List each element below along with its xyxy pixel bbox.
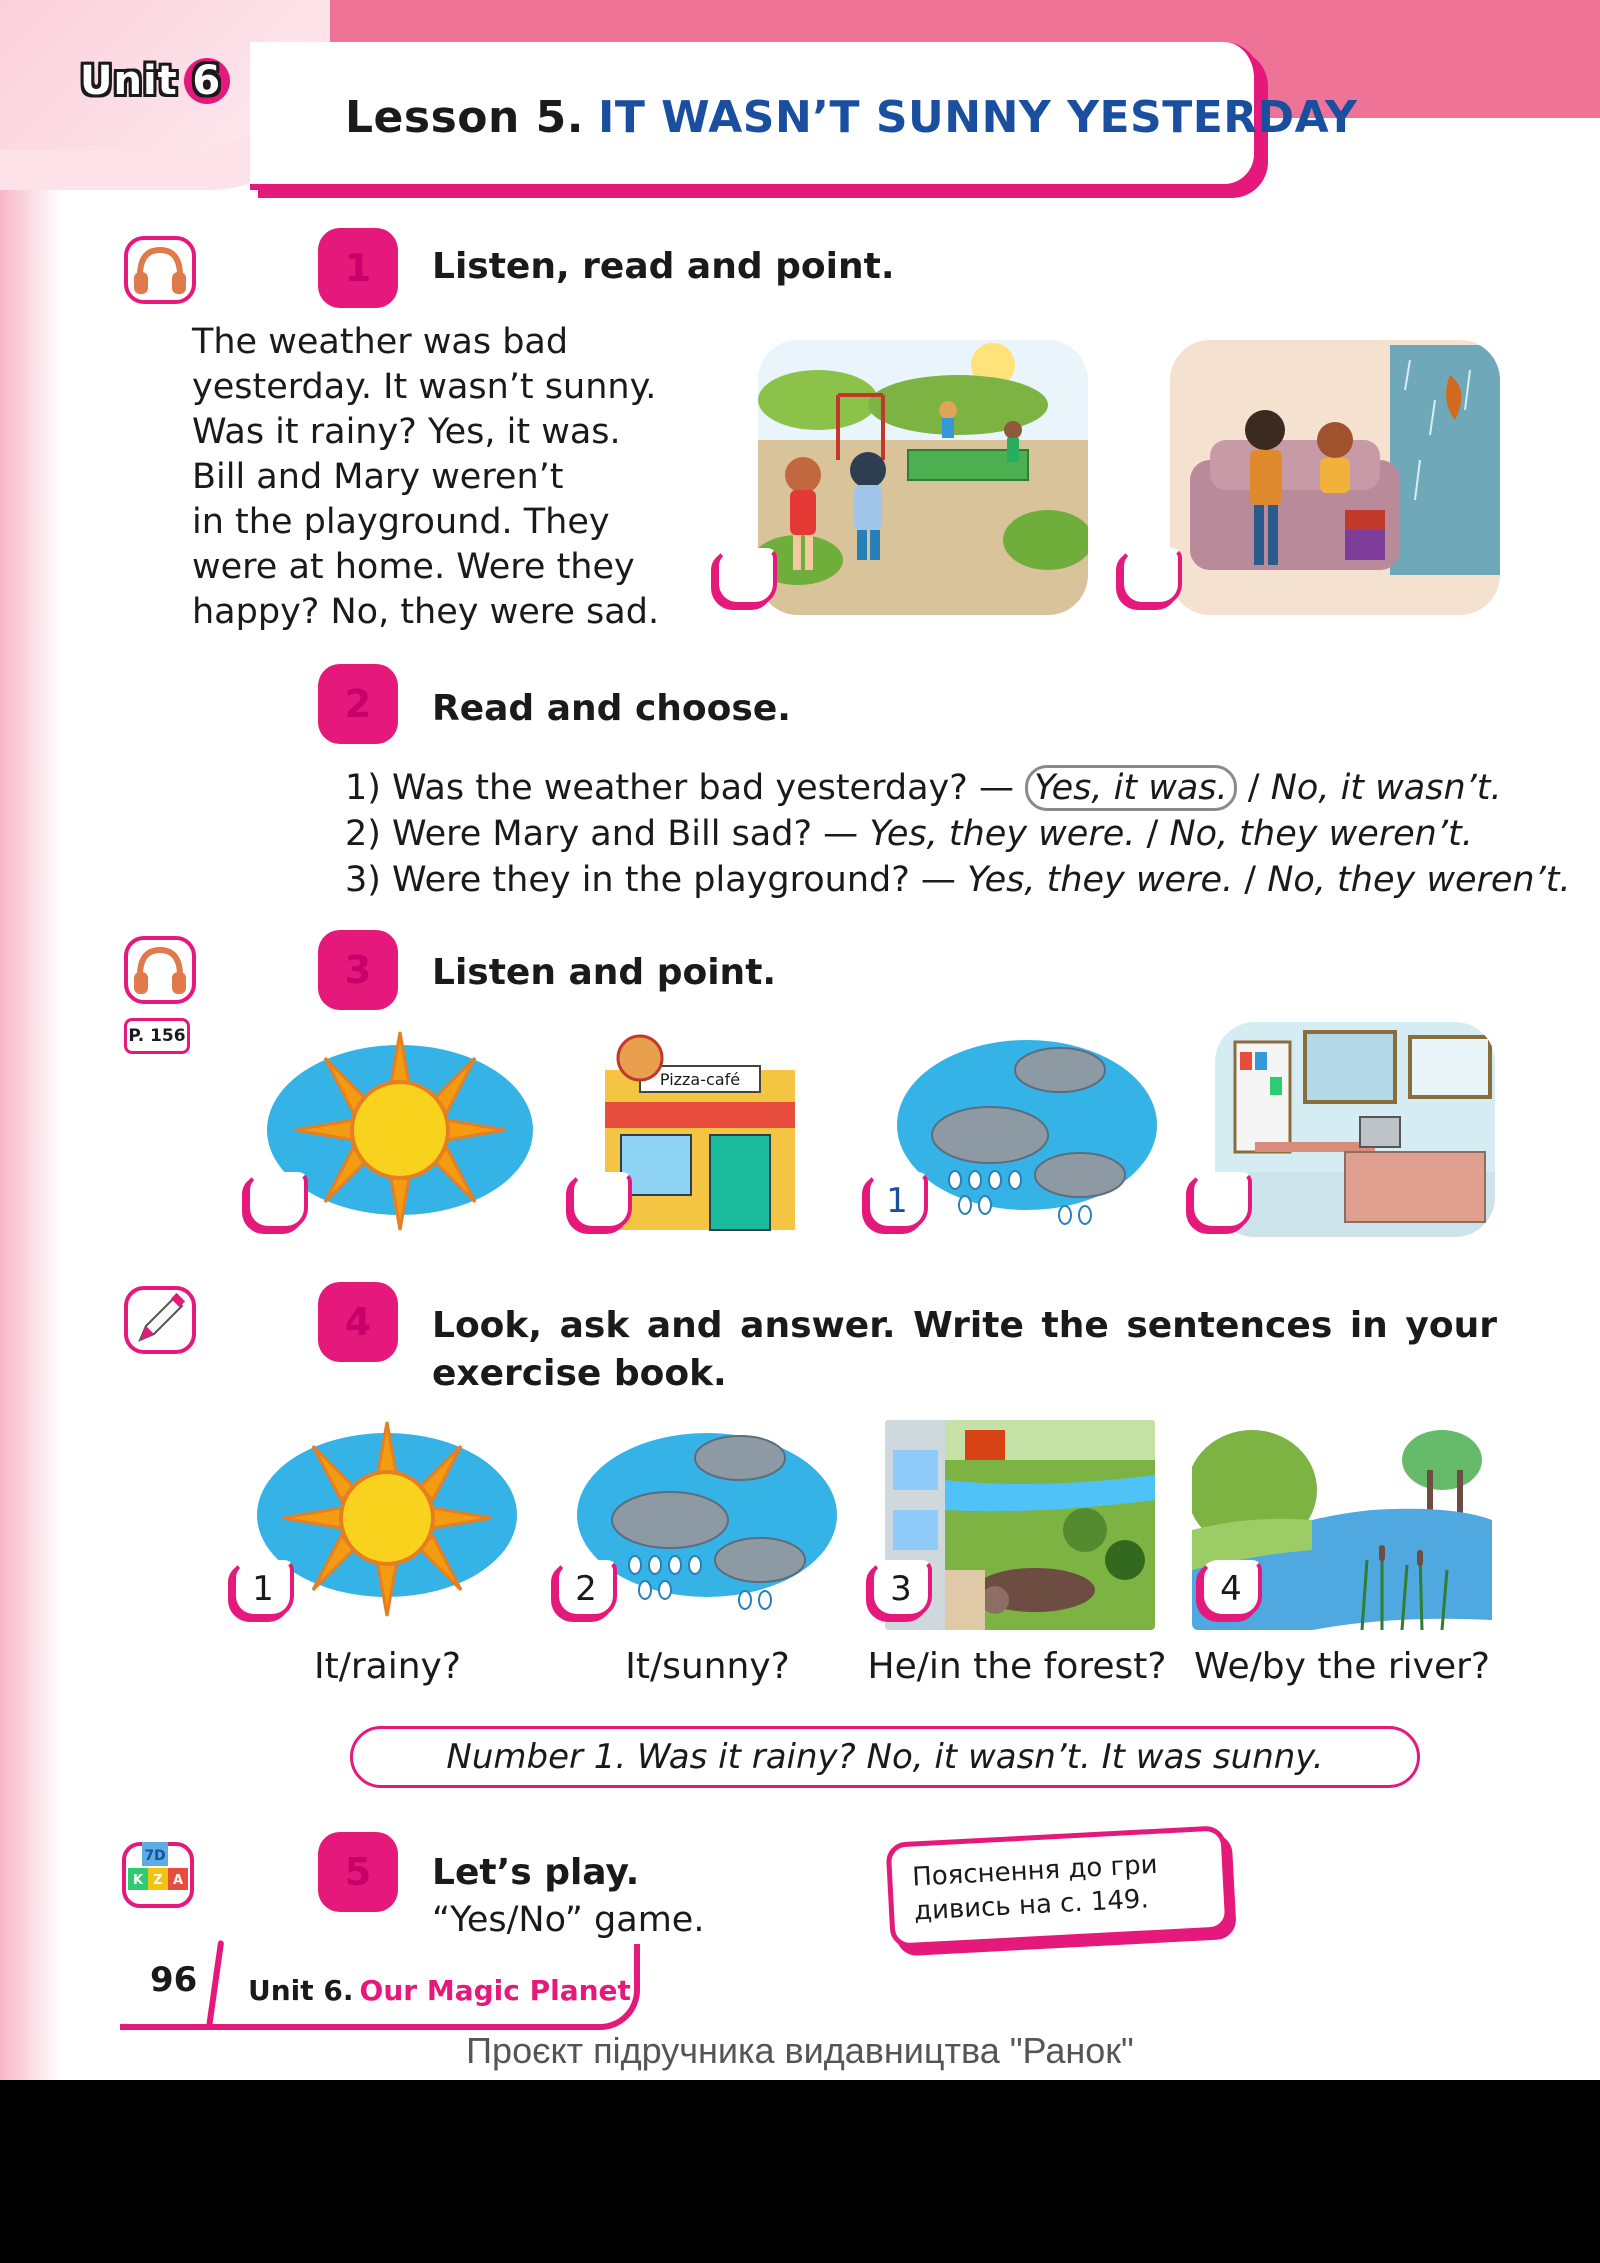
question-text: 3) Were they in the playground? — xyxy=(345,860,956,900)
answer-separator: / xyxy=(1244,860,1257,900)
blocks-icon[interactable] xyxy=(120,1836,196,1912)
lesson-name: IT WASN’T SUNNY YESTERDAY xyxy=(597,92,1358,143)
text-line: were at home. Were they xyxy=(192,547,635,587)
answer-box: 1 xyxy=(232,1560,294,1618)
example-answer-bubble: Number 1. Was it rainy? No, it wasn’t. It was sunny. xyxy=(350,1726,1420,1788)
question-line xyxy=(345,768,1502,808)
page-reference: P. 156 xyxy=(124,1018,190,1054)
footer-unit-name: Our Magic Planet xyxy=(359,1974,631,2007)
task-2-title: Read and choose. xyxy=(432,688,791,729)
text-line: The weather was bad xyxy=(192,322,569,362)
footer-unit-label: Unit 6. xyxy=(248,1974,354,2007)
answer-option-selected[interactable]: Yes, it was. xyxy=(1025,765,1237,811)
answer-box: 2 xyxy=(555,1560,617,1618)
task-3-number: 3 xyxy=(318,930,398,1010)
answer-separator: / xyxy=(1146,814,1159,854)
text-line: Bill and Mary weren’t xyxy=(192,457,564,497)
text-line: Was it rainy? Yes, it was. xyxy=(192,412,621,452)
answer-box[interactable] xyxy=(715,548,777,606)
item-caption: We/by the river? xyxy=(1193,1646,1491,1687)
item-caption: He/in the forest? xyxy=(867,1646,1167,1687)
block-letter: A xyxy=(172,1873,184,1888)
unit-number: 6 xyxy=(184,58,230,104)
answer-option[interactable]: No, they weren’t. xyxy=(1169,814,1473,854)
question-text: 1) Was the weather bad yesterday? — xyxy=(345,768,1014,808)
unit-badge xyxy=(80,58,230,114)
answer-box: 4 xyxy=(1200,1560,1262,1618)
question-line xyxy=(345,814,1473,854)
cafe-sign-text: Pizza-café xyxy=(659,1070,741,1089)
sun-picture xyxy=(255,1420,520,1620)
classroom-picture xyxy=(1215,1022,1495,1237)
footer-unit-title xyxy=(248,1974,631,2007)
home-picture xyxy=(1170,340,1500,615)
answer-option[interactable]: No, they weren’t. xyxy=(1267,860,1571,900)
question-line xyxy=(345,860,1571,900)
task-5-number: 5 xyxy=(318,1832,398,1912)
pencil-icon[interactable] xyxy=(122,1282,198,1358)
text-line: happy? No, they were sad. xyxy=(192,592,660,632)
lesson-label: Lesson 5. xyxy=(345,92,584,143)
task-5-subtitle: “Yes/No” game. xyxy=(432,1900,705,1940)
note-line: дивись на с. 149. xyxy=(913,1884,1150,1927)
unit-label: Unit xyxy=(80,58,178,104)
note-line: Пояснення до гри xyxy=(911,1849,1159,1893)
task-3-title: Listen and point. xyxy=(432,952,777,993)
answer-box[interactable]: 1 xyxy=(866,1172,928,1230)
answer-box: 3 xyxy=(870,1560,932,1618)
text-line: in the playground. They xyxy=(192,502,610,542)
text-line: yesterday. It wasn’t sunny. xyxy=(192,367,657,407)
block-letter: Z xyxy=(153,1873,163,1888)
task-4-title: Look, ask and answer. Write the sentences in your exercise book. xyxy=(432,1305,1497,1394)
answer-box[interactable] xyxy=(246,1172,308,1230)
game-note xyxy=(885,1825,1230,1949)
publisher-line: Проєкт підручника видавництва "Ранок" xyxy=(466,2030,1134,2071)
task-4-number: 4 xyxy=(318,1282,398,1362)
block-letter: 7D xyxy=(144,1848,166,1864)
answer-box[interactable] xyxy=(570,1172,632,1230)
block-letter: K xyxy=(132,1873,144,1888)
page-number: 96 xyxy=(150,1960,198,2000)
task-5-title: Let’s play. xyxy=(432,1852,640,1893)
item-caption: It/sunny? xyxy=(625,1646,790,1687)
left-margin-strip xyxy=(0,0,60,2080)
answer-option[interactable]: Yes, they were. xyxy=(869,814,1136,854)
answer-box[interactable] xyxy=(1120,548,1182,606)
question-text: 2) Were Mary and Bill sad? — xyxy=(345,814,859,854)
task-2-number: 2 xyxy=(318,664,398,744)
answer-box[interactable] xyxy=(1190,1172,1252,1230)
task-1-number: 1 xyxy=(318,228,398,308)
playground-picture xyxy=(758,340,1088,615)
rain-picture xyxy=(895,1030,1160,1235)
headphones-icon[interactable] xyxy=(122,232,198,308)
item-caption: It/rainy? xyxy=(314,1646,461,1687)
lesson-title xyxy=(345,92,1357,143)
task-1-text xyxy=(192,320,659,635)
answer-separator: / xyxy=(1247,768,1260,808)
answer-option[interactable]: No, it wasn’t. xyxy=(1270,768,1502,808)
task-1-title: Listen, read and point. xyxy=(432,246,895,287)
answer-option[interactable]: Yes, they were. xyxy=(967,860,1234,900)
headphones-icon[interactable] xyxy=(122,932,198,1008)
